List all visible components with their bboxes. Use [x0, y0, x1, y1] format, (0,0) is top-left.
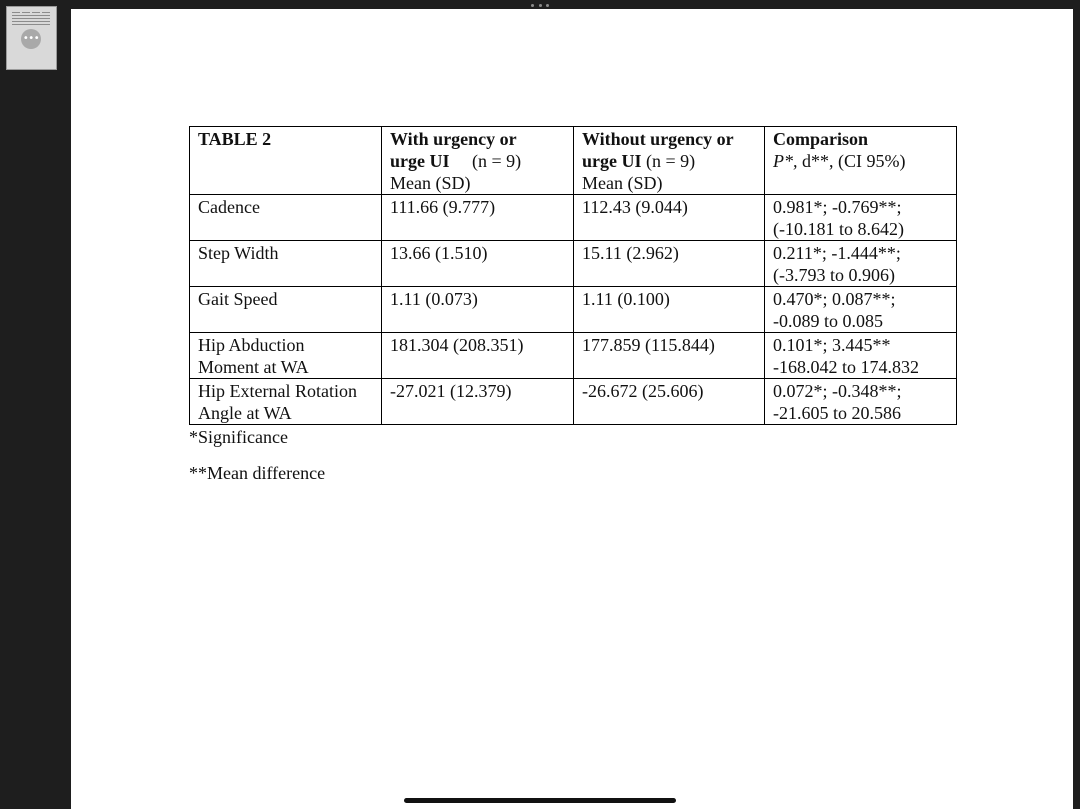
with-urgency-value: 13.66 (1.510) [382, 241, 574, 287]
table-title: TABLE 2 [198, 129, 272, 149]
table-row [190, 241, 957, 287]
row-label: Cadence [190, 195, 382, 241]
without-urgency-value: 1.11 (0.100) [574, 287, 765, 333]
with-urgency-value: 1.11 (0.073) [382, 287, 574, 333]
table-row [190, 287, 957, 333]
with-urgency-value: -27.021 (12.379) [382, 379, 574, 425]
comparison-value: 0.981*; -0.769**; (-10.181 to 8.642) [765, 195, 957, 241]
drag-handle-icon[interactable] [531, 4, 549, 8]
row-label: Gait Speed [190, 287, 382, 333]
results-table [189, 126, 957, 425]
comparison-value: 0.211*; -1.444**; (-3.793 to 0.906) [765, 241, 957, 287]
table-row [190, 195, 957, 241]
without-urgency-value: 177.859 (115.844) [574, 333, 765, 379]
header-with-urgency: With urgency or urge UI (n = 9) Mean (SD) [382, 127, 574, 195]
without-urgency-value: -26.672 (25.606) [574, 379, 765, 425]
row-label: Hip Abduction Moment at WA [190, 333, 382, 379]
row-label: Step Width [190, 241, 382, 287]
table-title-cell [190, 127, 382, 195]
table-header-row [190, 127, 957, 195]
footnote-mean-difference: **Mean difference [189, 463, 326, 483]
page-thumbnail[interactable] [6, 6, 57, 70]
footnote-significance: *Significance [189, 427, 288, 447]
without-urgency-value: 112.43 (9.044) [574, 195, 765, 241]
document-page [71, 9, 1073, 809]
comparison-value: 0.072*; -0.348**; -21.605 to 20.586 [765, 379, 957, 425]
comparison-value: 0.470*; 0.087**; -0.089 to 0.085 [765, 287, 957, 333]
home-indicator[interactable] [404, 798, 676, 803]
right-edge [1073, 0, 1080, 809]
more-dots-icon[interactable]: ••• [21, 29, 41, 49]
row-label: Hip External Rotation Angle at WA [190, 379, 382, 425]
with-urgency-value: 181.304 (208.351) [382, 333, 574, 379]
table-row [190, 379, 957, 425]
page-thumbnail-sidebar [0, 0, 71, 809]
table-row [190, 333, 957, 379]
without-urgency-value: 15.11 (2.962) [574, 241, 765, 287]
comparison-value: 0.101*; 3.445** -168.042 to 174.832 [765, 333, 957, 379]
header-comparison: Comparison P*, d**, (CI 95%) [765, 127, 957, 195]
top-bar [0, 0, 1080, 9]
with-urgency-value: 111.66 (9.777) [382, 195, 574, 241]
header-without-urgency: Without urgency or urge UI (n = 9) Mean (SD) [574, 127, 765, 195]
